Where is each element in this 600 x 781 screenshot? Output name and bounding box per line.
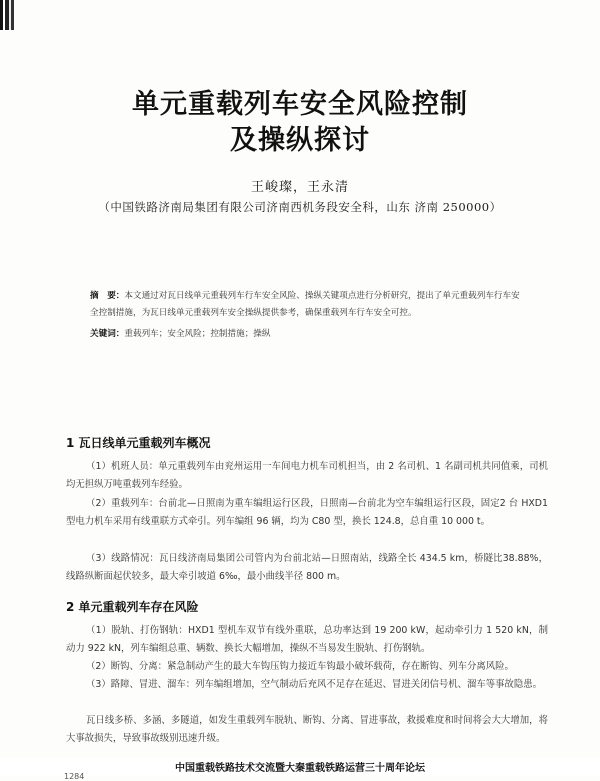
paper-title-line-2: 及操纵探讨 — [230, 125, 370, 156]
abstract-text: 本文通过对瓦日线单元重载列车行车安全风险、操纵关键项点进行分析研究，提出了单元重载列车行车安全控制措施，为瓦日线单元重载列车安全操纵提供参考，确保重载列车行车安全可控。 — [90, 291, 520, 318]
section-1-paragraph-1: （1）机班人员：单元重载列车由兖州运用一车间电力机车司机担当，由 2 名司机、1 名副司机共同值乘，司机均无担纵万吨重载列车经验。 — [66, 461, 548, 490]
section-1-paragraph-2: （2）重载列车：台前北—日照南为重车编组运行区段，日照南—台前北为空车编组运行区段，固定2 台 HXD1 型电力机车采用有线重联方式牵引。列车编组 96 辆，均为 C80 型，换长 124.8，总自重 10 000 t。 — [66, 498, 548, 527]
abstract — [90, 288, 520, 322]
affiliation: （中国铁路济南局集团有限公司济南西机务段安全科，山东 济南 250000） — [98, 200, 502, 214]
conference-footer: 中国重载铁路技术交流暨大秦重载铁路运营三十周年论坛 — [175, 763, 425, 774]
keywords-text: 重载列车；安全风险；控制措施；操纵 — [124, 329, 271, 339]
section-2-paragraph-3: （3）路障、冒进、溜车：列车编组增加，空气制动后充风不足存在延迟、冒进关闭信号机、溜车等事故隐患。 — [86, 679, 542, 690]
keywords-label: 关键词： — [90, 329, 125, 339]
section-2-paragraph-4: 瓦日线多桥、多涵、多隧道，如发生重载列车脱轨、断钩、分离、冒进事故，救援难度和时间将会大大增加，将大事故损失，导致事故级别迅速升级。 — [66, 715, 548, 744]
keywords — [90, 326, 520, 343]
abstract-block — [90, 288, 520, 343]
section-1-paragraph-3: （3）线路情况：瓦日线济南局集团公司管内为台前北站—日照南站，线路全长 434.5 km，桥隧比38.88%，线路纵断面起伏较多，最大牵引坡道 6‰，最小曲线半径 800 m。 — [66, 553, 548, 582]
section-2-paragraph-2: （2）断钩、分离：紧急制动产生的最大车钩压钩力接近车钩最小破坏载荷，存在断钩、列车分离风险。 — [86, 661, 514, 672]
section-2-heading: 2 单元重载列车存在风险 — [66, 600, 199, 614]
page-number: 1284 — [64, 772, 85, 781]
section-2-paragraph-1: （1）脱轨、打伤钢轨：HXD1 型机车双节有线外重联，总功率达到 19 200 kW，起动牵引力 1 520 kN，制动力 922 kN，列车编组总重、辆数、换长大幅增加，操纵不当易发生脱轨、打伤钢轨。 — [66, 625, 548, 654]
abstract-label: 摘 要： — [90, 291, 125, 301]
paper-title-line-1: 单元重载列车安全风险控制 — [132, 89, 468, 120]
authors: 王峻璨，王永清 — [250, 180, 349, 195]
section-1-heading: 1 瓦日线单元重载列车概况 — [66, 436, 211, 450]
scan-edge-mark — [0, 0, 18, 30]
